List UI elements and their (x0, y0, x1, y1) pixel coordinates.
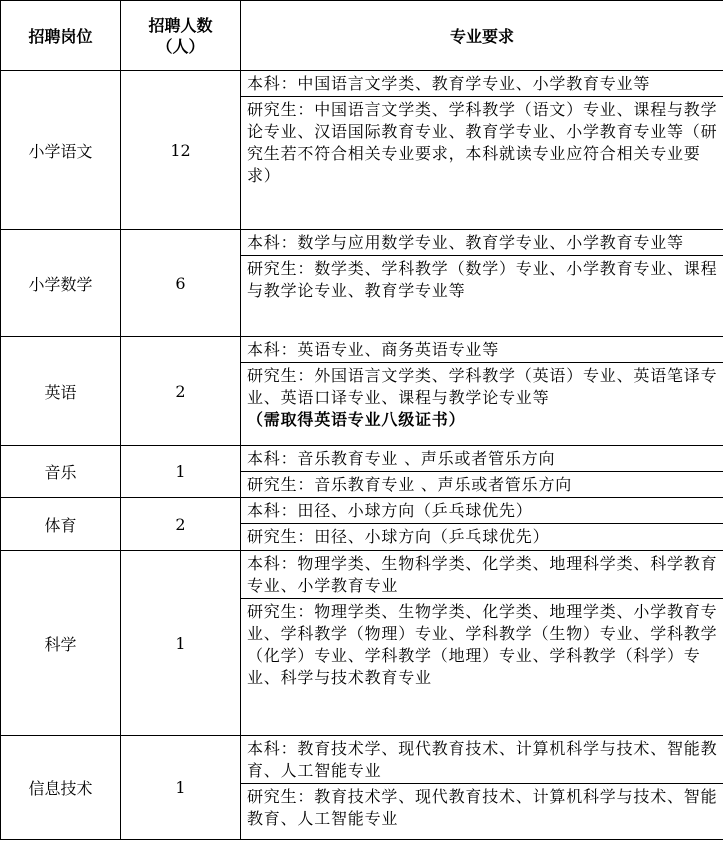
table-row (1, 498, 723, 551)
requirement-undergrad: 本科：田径、小球方向（乒乓球优先） (247, 501, 533, 520)
requirement-cell (241, 337, 723, 446)
requirement-undergrad: 本科：数学与应用数学专业、教育学专业、小学教育专业等 (247, 233, 684, 252)
requirement-cell (241, 498, 723, 551)
requirement-undergrad: 本科：中国语言文学类、教育学专业、小学教育专业等 (247, 74, 651, 93)
requirement-graduate (241, 362, 723, 432)
table-row (1, 551, 723, 736)
count-cell: 1 (121, 446, 241, 498)
requirement-cell (241, 736, 723, 840)
requirement-cell (241, 551, 723, 736)
table-row (1, 230, 723, 337)
requirement-graduate: 研究生：田径、小球方向（乒乓球优先） (241, 523, 723, 549)
requirement-undergrad: 本科：物理学类、生物科学类、化学类、地理科学类、科学教育专业、小学教育专业 (247, 554, 718, 595)
position-cell: 科学 (1, 551, 121, 736)
requirement-graduate-text: 研究生：外国语言文学类、学科教学（英语）专业、英语笔译专业、英语口译专业、课程与教学论专业等 (247, 366, 718, 407)
header-row (1, 1, 723, 71)
requirement-graduate: 研究生：中国语言文学类、学科教学（语文）专业、课程与教学论专业、汉语国际教育专业、教育学专业、小学教育专业等（研究生若不符合相关专业要求，本科就读专业应符合相关专业要求） (241, 96, 723, 188)
header-requirement: 专业要求 (241, 1, 723, 71)
requirement-undergrad: 本科：教育技术学、现代教育技术、计算机科学与技术、智能教育、人工智能专业 (247, 739, 718, 780)
requirement-cell (241, 446, 723, 498)
requirement-undergrad: 本科：音乐教育专业 、声乐或者管乐方向 (247, 449, 556, 468)
certificate-note: （需取得英语专业八级证书） (247, 410, 466, 429)
table-row (1, 736, 723, 840)
position-cell: 音乐 (1, 446, 121, 498)
table-row (1, 337, 723, 446)
count-cell: 1 (121, 736, 241, 840)
header-count: 招聘人数 （人） (121, 1, 241, 71)
requirement-graduate: 研究生：数学类、学科教学（数学）专业、小学教育专业、课程与教学论专业、教育学专业等 (241, 255, 723, 303)
header-position: 招聘岗位 (1, 1, 121, 71)
table-row (1, 71, 723, 230)
count-cell: 2 (121, 337, 241, 446)
requirement-undergrad: 本科：英语专业、商务英语专业等 (247, 340, 500, 359)
requirement-graduate: 研究生：音乐教育专业 、声乐或者管乐方向 (241, 471, 723, 497)
count-cell: 1 (121, 551, 241, 736)
requirement-cell (241, 71, 723, 230)
position-cell: 体育 (1, 498, 121, 551)
requirement-cell (241, 230, 723, 337)
position-cell: 小学数学 (1, 230, 121, 337)
position-cell: 小学语文 (1, 71, 121, 230)
table-row (1, 446, 723, 498)
count-cell: 2 (121, 498, 241, 551)
requirement-graduate: 研究生：教育技术学、现代教育技术、计算机科学与技术、智能教育、人工智能专业 (241, 783, 723, 831)
position-cell: 信息技术 (1, 736, 121, 840)
requirement-graduate: 研究生：物理学类、生物学类、化学类、地理学类、小学教育专业、学科教学（物理）专业、学科教学（生物）专业、学科教学（化学）专业、学科教学（地理）专业、学科教学（科学）专业、科学与技术教育专业 (241, 598, 723, 690)
position-cell: 英语 (1, 337, 121, 446)
count-cell: 12 (121, 71, 241, 230)
count-cell: 6 (121, 230, 241, 337)
